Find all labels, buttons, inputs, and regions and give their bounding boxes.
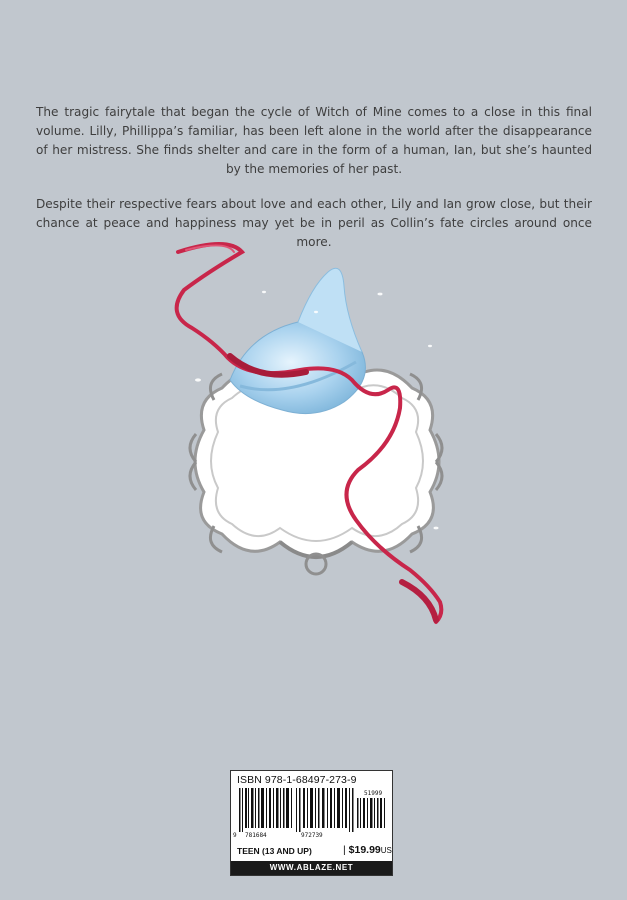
blurb-paragraph-2: Despite their respective fears about love and each other, Lily and Ian grow close, but their chance at peace and happiness may yet be in peril as Collin’s fate circles around once more. <box>36 197 592 249</box>
barcode-label <box>230 770 393 876</box>
isbn-text: ISBN 978-1-68497-273-9 <box>237 774 357 786</box>
supplement-barcode <box>357 798 387 828</box>
age-rating: TEEN (13 AND UP) <box>237 846 312 856</box>
barcode-digits-left: 781684 <box>245 832 267 839</box>
barcode-lead-digit: 9 <box>233 832 237 839</box>
price: | $19.99US <box>343 844 392 856</box>
price-value: $19.99 <box>348 844 381 856</box>
witch-hat <box>230 268 365 413</box>
cover-illustration <box>130 230 502 640</box>
barcode-digits-right: 972739 <box>301 832 323 839</box>
blurb-paragraph-1: The tragic fairytale that began the cycle of Witch of Mine comes to a close in this final volume. Lilly, Phillippa’s familiar, has been left alone in the world after the disappearance of her mistress. She finds shelter and care in the form of a human, Ian, but she’s haunted by the memories of her past. <box>36 105 592 176</box>
publisher-website: WWW.ABLAZE.NET <box>231 861 392 875</box>
barcode-bars <box>239 788 361 832</box>
price-currency: US <box>380 846 392 855</box>
supplement-digits: 51999 <box>364 790 383 797</box>
